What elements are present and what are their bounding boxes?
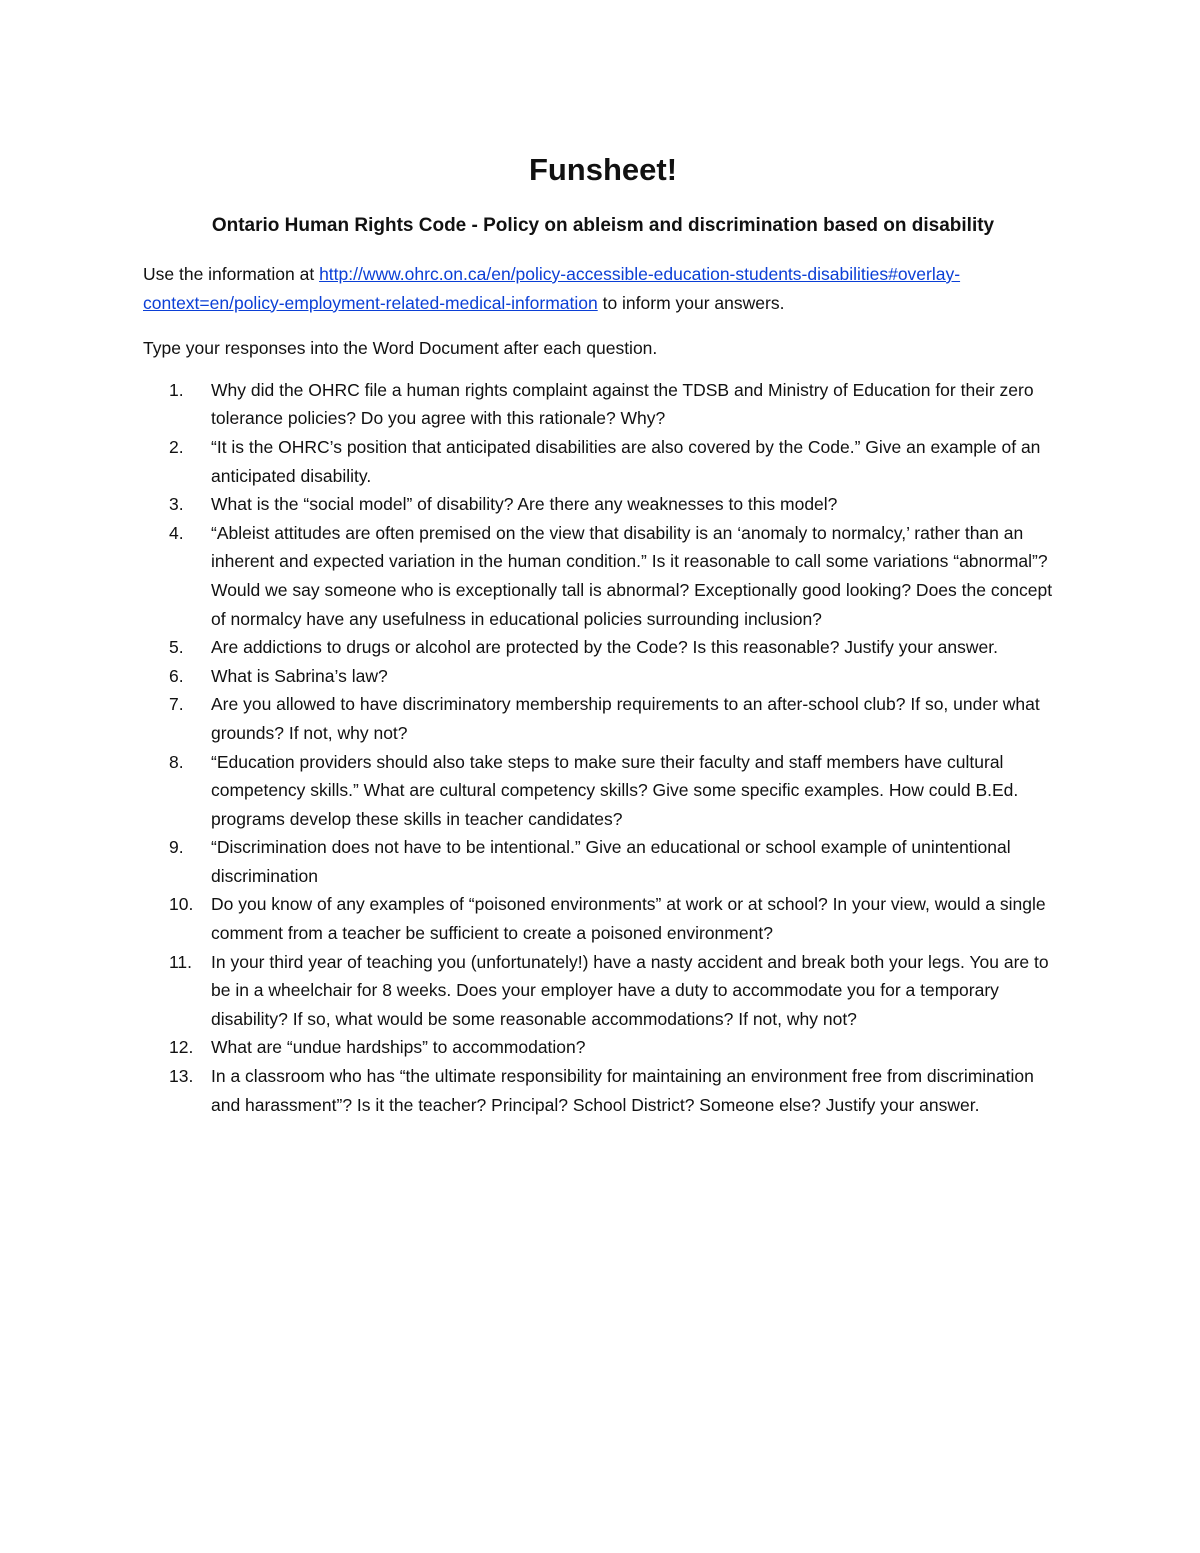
document-title: Funsheet! <box>528 152 678 187</box>
question-text: “Ableist attitudes are often premised on the view that disability is an ‘anomaly to normalcy,’ rather than an inherent and expected variation in the human condition.” Is it reasonable to call some variations “abnormal”? Would we say someone who is exceptionally tall is abnormal? Exceptionally good looking? Does the concept of normalcy have any usefulness in educational policies surrounding inclusion? <box>211 522 1053 629</box>
intro-text-after: to inform your answers. <box>597 292 785 313</box>
question-number: 2. <box>169 436 184 457</box>
question-number: 13. <box>169 1066 194 1087</box>
question-number: 4. <box>169 522 184 543</box>
question-text: Are addictions to drugs or alcohol are protected by the Code? Is this reasonable? Justify your answer. <box>211 637 998 658</box>
question-item <box>143 748 1063 834</box>
question-item <box>143 519 1063 633</box>
question-number: 9. <box>169 837 184 858</box>
question-text: “Discrimination does not have to be intentional.” Give an educational or school example of unintentional discrimination <box>211 837 1011 886</box>
question-item <box>143 1033 1063 1062</box>
question-text: In your third year of teaching you (unfortunately!) have a nasty accident and break both your legs. You are to be in a wheelchair for 8 weeks. Does your employer have a duty to accommodate you for a temporary disability? If so, what would be some reasonable accommodations? If not, why not? <box>211 951 1049 1029</box>
instruction-paragraph: Type your responses into the Word Document after each question. <box>143 338 658 359</box>
question-item <box>143 690 1063 747</box>
question-item <box>143 433 1063 490</box>
question-item <box>143 376 1063 433</box>
question-text: What is the “social model” of disability? Are there any weaknesses to this model? <box>211 494 838 515</box>
question-item <box>143 633 1063 662</box>
question-text: “Education providers should also take steps to make sure their faculty and staff members have cultural competency skills.” What are cultural competency skills? Give some specific examples. How could B.Ed. programs develop these skills in teacher candidates? <box>211 751 1019 829</box>
ohrc-policy-link[interactable]: http://www.ohrc.on.ca/en/policy-accessible-education-students-disabilities#overlay-context=en/policy-employment-related-medical-information <box>143 264 961 313</box>
question-number: 8. <box>169 751 184 772</box>
question-number: 5. <box>169 637 184 658</box>
question-item <box>143 833 1063 890</box>
question-list <box>143 376 1063 1119</box>
intro-paragraph <box>143 260 1063 317</box>
document-subtitle: Ontario Human Rights Code - Policy on ableism and discrimination based on disability <box>211 215 995 236</box>
question-number: 7. <box>169 694 184 715</box>
intro-text-before: Use the information at <box>143 264 320 284</box>
question-item <box>143 1062 1063 1119</box>
question-number: 6. <box>169 665 184 686</box>
question-text: Do you know of any examples of “poisoned environments” at work or at school? In your view, would a single comment from a teacher be sufficient to create a poisoned environment? <box>211 894 1046 944</box>
question-number: 12. <box>169 1037 194 1058</box>
question-item <box>143 490 1063 519</box>
question-number: 3. <box>169 494 184 515</box>
question-number: 11. <box>169 951 193 972</box>
document-content <box>143 148 1063 1119</box>
question-number: 1. <box>169 379 184 400</box>
question-text: What is Sabrina’s law? <box>211 665 388 686</box>
question-text: Why did the OHRC file a human rights complaint against the TDSB and Ministry of Education for their zero tolerance policies? Do you agree with this rationale? Why? <box>211 379 1034 429</box>
question-text: Are you allowed to have discriminatory membership requirements to an after-school club? If so, under what grounds? If not, why not? <box>211 694 1040 743</box>
question-number: 10. <box>169 894 194 915</box>
question-text: “It is the OHRC’s position that anticipated disabilities are also covered by the Code.” Give an example of an anticipated disability. <box>211 436 1041 486</box>
question-text: What are “undue hardships” to accommodation? <box>211 1037 586 1058</box>
question-item <box>143 662 1063 691</box>
question-item <box>143 890 1063 947</box>
question-item <box>143 948 1063 1034</box>
question-text: In a classroom who has “the ultimate responsibility for maintaining an environment free from discrimination and harassment”? Is it the teacher? Principal? School District? Someone else? Justify your answer. <box>211 1066 1034 1115</box>
